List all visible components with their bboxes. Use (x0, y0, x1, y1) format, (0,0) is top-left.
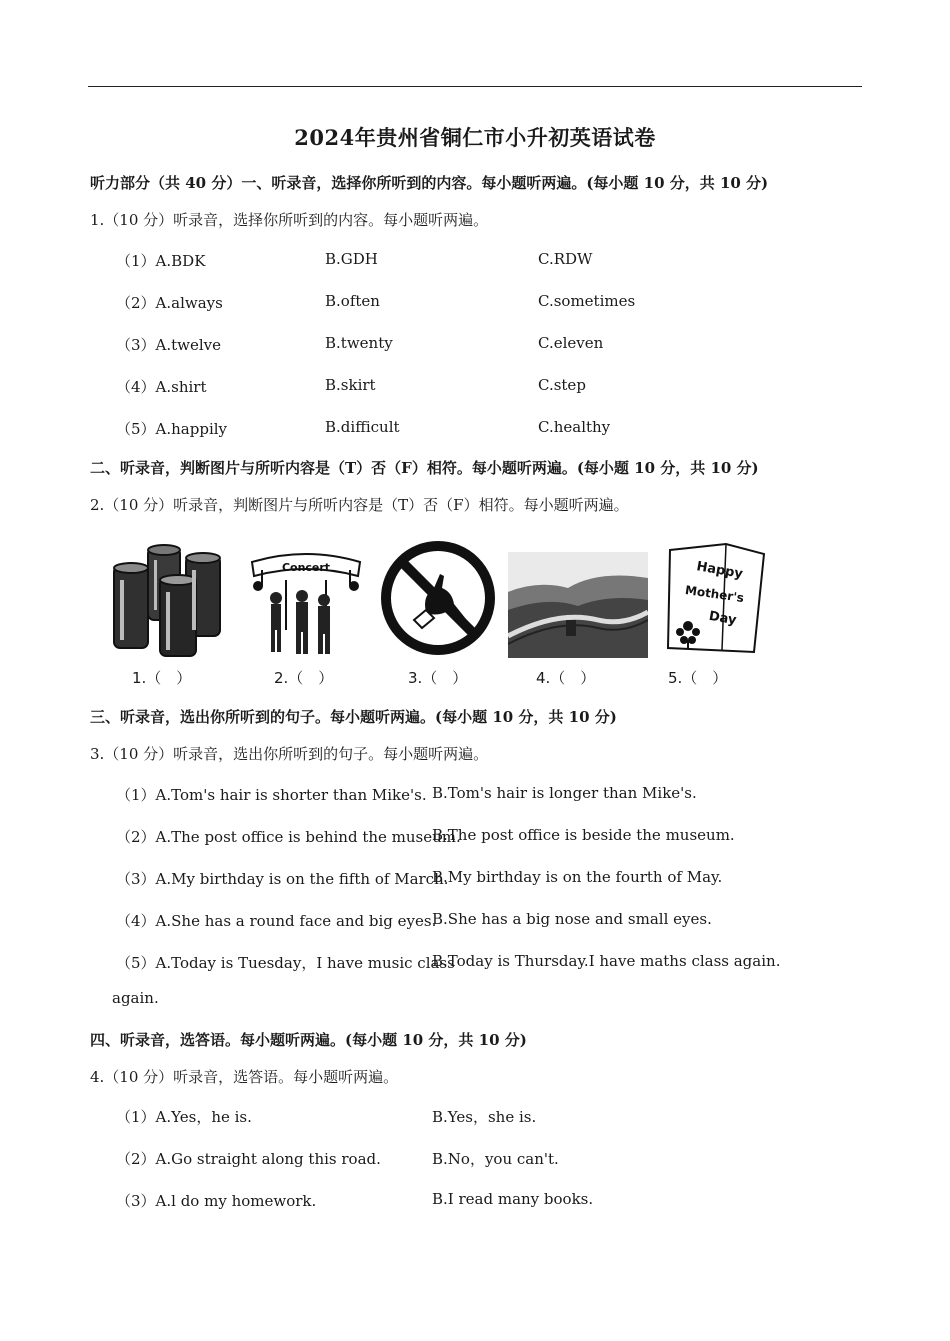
q3-item-1-option-a[interactable]: （1）A.Tom's hair is shorter than Mike's. (116, 786, 427, 804)
q1-item-2-option-c[interactable]: C.sometimes (538, 292, 636, 310)
q1-item-3-option-a[interactable]: （3）A.twelve (116, 336, 222, 354)
q3-item-1-option-b[interactable]: B.Tom's hair is longer than Mike's. (432, 784, 697, 802)
question-3-stem: 3.（10 分）听录音，选出你所听到的句子。每小题听两遍。 (90, 745, 489, 763)
concert-banner-text: Concert (281, 561, 331, 574)
q4-item-3-option-a[interactable]: （3）A.l do my homework. (116, 1192, 317, 1210)
question-2-stem: 2.（10 分）听录音，判断图片与所听内容是（T）否（F）相符。每小题听两遍。 (90, 496, 629, 514)
q1-item-1-option-c[interactable]: C.RDW (538, 250, 593, 268)
picture-strip (108, 540, 788, 690)
q3-item-3-option-a[interactable]: （3）A.My birthday is on the fifth of March. (116, 870, 449, 888)
picture-2-caption[interactable]: 2.（ ） (274, 669, 334, 687)
picture-1-caption[interactable]: 1.（ ） (132, 669, 192, 687)
q3-item-5-option-b[interactable]: B.Today is Thursday.I have maths class again. (432, 952, 781, 970)
card-happy-text: Happy (695, 559, 744, 582)
q1-item-3-option-b[interactable]: B.twenty (325, 334, 393, 352)
picture-4-caption[interactable]: 4.（ ） (536, 669, 596, 687)
q3-item-2-option-a[interactable]: （2）A.The post office is behind the museum. (116, 828, 461, 846)
section-1-heading: 听力部分（共 40 分）一、听录音，选择你所听到的内容。每小题听两遍。(每小题 10 分，共 10 分) (90, 174, 769, 192)
question-1-stem: 1.（10 分）听录音，选择你所听到的内容。每小题听两遍。 (90, 211, 489, 229)
concert-picture (246, 540, 366, 660)
card-day-text: Day (707, 608, 738, 629)
q3-item-4-option-a[interactable]: （4）A.She has a round face and big eyes. (116, 912, 437, 930)
page-title: 2024年贵州省铜仁市小升初英语试卷 (294, 125, 656, 150)
q1-item-4-option-c[interactable]: C.step (538, 376, 586, 394)
picture-3-caption[interactable]: 3.（ ） (408, 669, 468, 687)
section-2-heading: 二、听录音，判断图片与所听内容是（T）否（F）相符。每小题听两遍。(每小题 10 分，共 10 分) (90, 459, 759, 477)
q1-item-2-option-b[interactable]: B.often (325, 292, 380, 310)
q3-item-5-option-a-wrap: again. (112, 989, 159, 1007)
q3-item-2-option-b[interactable]: B.The post office is beside the museum. (432, 826, 735, 844)
question-4-stem: 4.（10 分）听录音，选答语。每小题听两遍。 (90, 1068, 399, 1086)
q1-item-4-option-b[interactable]: B.skirt (325, 376, 376, 394)
q3-item-3-option-b[interactable]: B.My birthday is on the fourth of May. (432, 868, 723, 886)
header-rule (88, 86, 862, 87)
q3-item-5-option-a[interactable]: （5）A.Today is Tuesday，I have music class (116, 954, 455, 972)
q4-item-1-option-a[interactable]: （1）A.Yes，he is. (116, 1108, 252, 1126)
q1-item-5-option-b[interactable]: B.difficult (325, 418, 400, 436)
q4-item-3-option-b[interactable]: B.I read many books. (432, 1190, 594, 1208)
q3-item-4-option-b[interactable]: B.She has a big nose and small eyes. (432, 910, 712, 928)
q4-item-2-option-a[interactable]: （2）A.Go straight along this road. (116, 1150, 381, 1168)
q1-item-5-option-a[interactable]: （5）A.happily (116, 420, 228, 438)
cans-picture (108, 540, 233, 660)
no-entry-sign-picture (378, 540, 498, 660)
q1-item-1-option-a[interactable]: （1）A.BDK (116, 252, 206, 270)
picture-5-caption[interactable]: 5.（ ） (668, 669, 728, 687)
card-mothers-text: Mother's (684, 582, 745, 606)
q1-item-1-option-b[interactable]: B.GDH (325, 250, 378, 268)
q4-item-1-option-b[interactable]: B.Yes，she is. (432, 1108, 537, 1126)
q1-item-3-option-c[interactable]: C.eleven (538, 334, 604, 352)
q1-item-5-option-c[interactable]: C.healthy (538, 418, 611, 436)
q1-item-4-option-a[interactable]: （4）A.shirt (116, 378, 207, 396)
section-3-heading: 三、听录音，选出你所听到的句子。每小题听两遍。(每小题 10 分，共 10 分) (90, 708, 617, 726)
section-4-heading: 四、听录音，选答语。每小题听两遍。(每小题 10 分，共 10 分) (90, 1031, 527, 1049)
q1-item-2-option-a[interactable]: （2）A.always (116, 294, 223, 312)
great-wall-picture (508, 540, 648, 660)
mothers-day-card-picture (664, 540, 774, 660)
q4-item-2-option-b[interactable]: B.No，you can't. (432, 1150, 559, 1168)
